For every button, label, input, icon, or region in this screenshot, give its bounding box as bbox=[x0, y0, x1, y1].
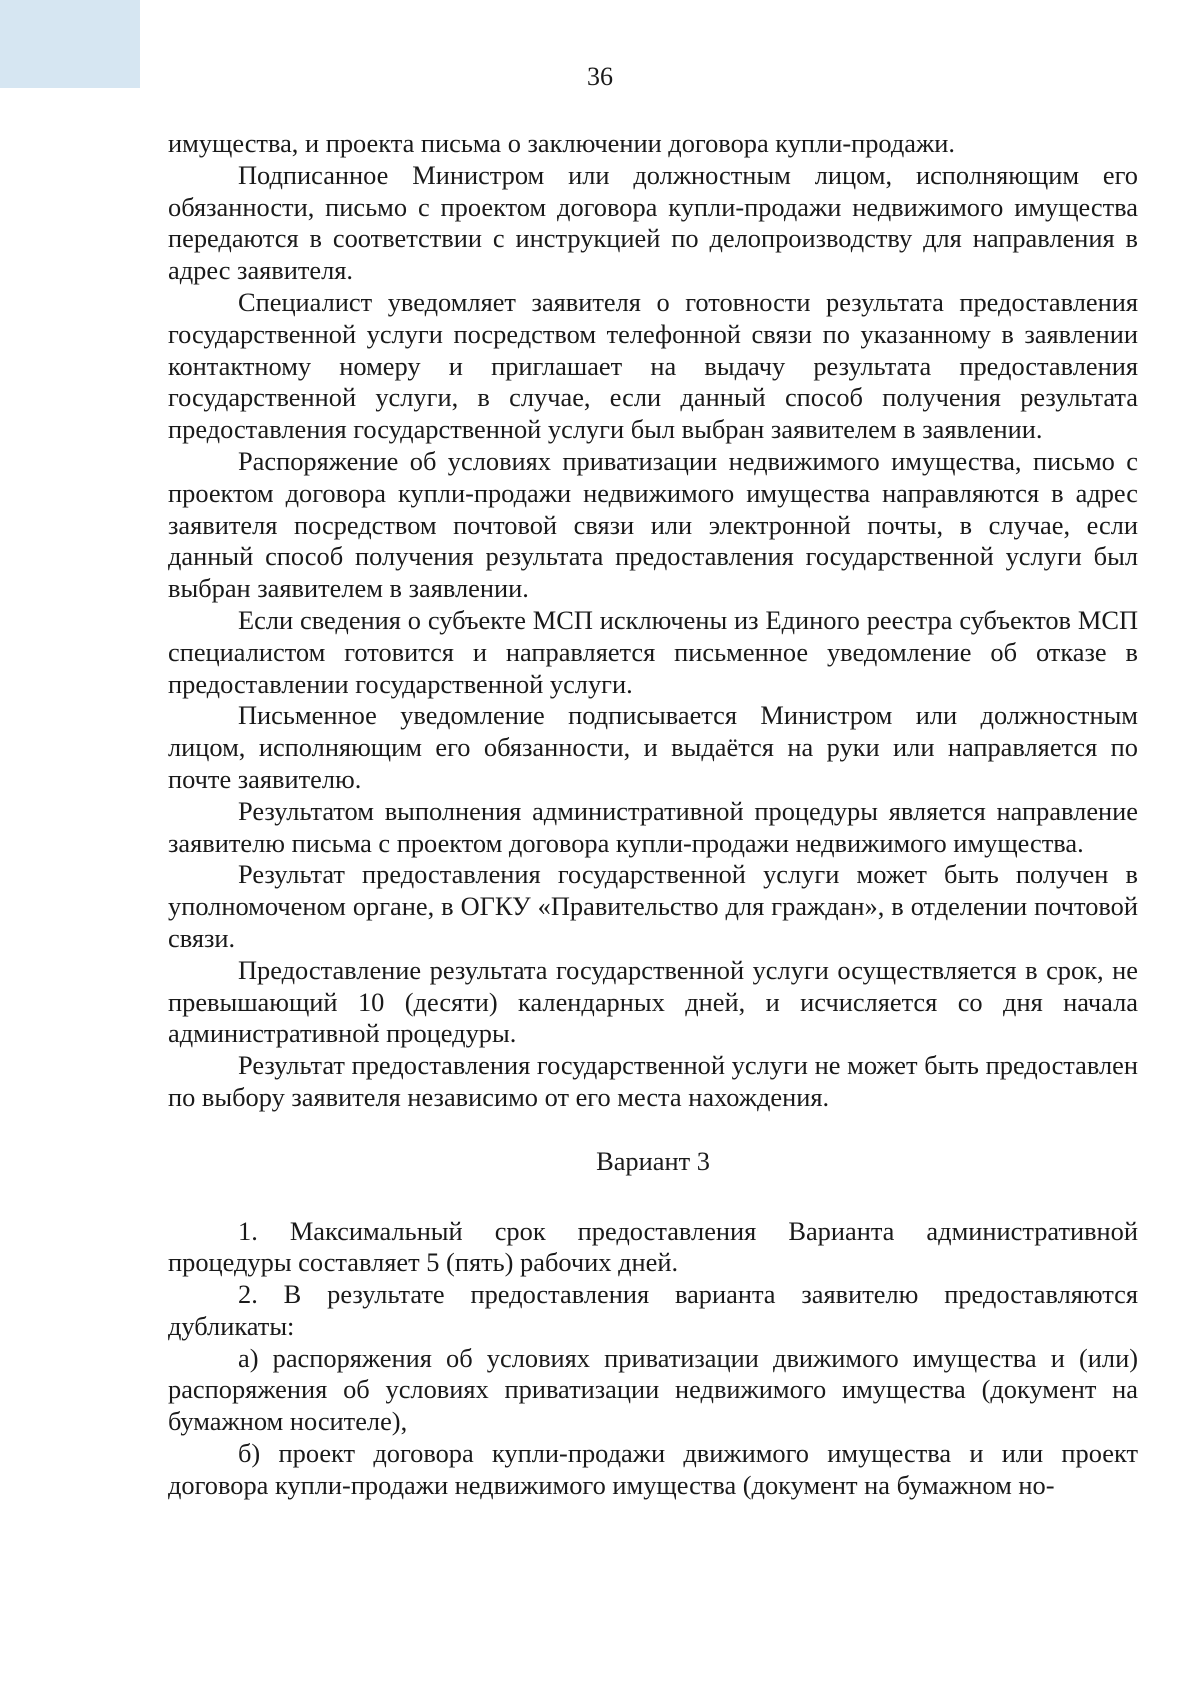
section-heading: Вариант 3 bbox=[596, 1145, 710, 1176]
paragraph: Специалист уведомляет заявителя о готовности результата предоставления государственной услуги посредством телефонной связи по указанному в заявлении контактному номеру и приглашает на выдачу результата предоставления государственной услуги, в случае, если данный способ получения результата предоставления государственной услуги был выбран заявителем в заявлении. bbox=[168, 286, 1138, 445]
paragraph: Предоставление результата государственной услуги осуществляется в срок, не превышающий 10 (десяти) календарных дней, и исчисляется со дня начала административной процедуры. bbox=[168, 954, 1138, 1049]
paragraph: 2. В результате предоставления варианта заявителю предоставляются дубликаты: bbox=[168, 1279, 1138, 1341]
paragraph: а) распоряжения об условиях приватизации движимого имущества и (или) распоряжения об условиях приватизации недвижимого имущества (документ на бумажном носителе), bbox=[168, 1342, 1138, 1437]
paragraph: 1. Максимальный срок предоставления Варианта административной процедуры составляет 5 (пять) рабочих дней. bbox=[168, 1215, 1138, 1278]
paragraph: Распоряжение об условиях приватизации недвижимого имущества, письмо с проектом договора купли-продажи недвижимого имущества направляются в адрес заявителя посредством почтовой связи или электронной почты, в случае, если данный способ получения результата предоставления государственной услуги был выбран заявителем в заявлении. bbox=[168, 445, 1138, 604]
paragraph: Подписанное Министром или должностным лицом, исполняющим его обязанности, письмо с проектом договора купли-продажи недвижимого имущества передаются в соответствии с инструкцией по делопроизводству для направления в адрес заявителя. bbox=[168, 159, 1138, 286]
paragraph: Результат предоставления государственной услуги не может быть предоставлен по выбору заявителя независимо от его места нахождения. bbox=[168, 1050, 1138, 1112]
page-number: 36 bbox=[587, 62, 613, 91]
paragraph: Результат предоставления государственной услуги может быть получен в уполномоченом органе, в ОГКУ «Правительство для граждан», в отделении почтовой связи. bbox=[168, 859, 1138, 953]
document-body bbox=[168, 128, 1138, 1502]
paragraph: Если сведения о субъекте МСП исключены из Единого реестра субъектов МСП специалистом готовится и направляется письменное уведомление об отказе в предоставлении государственной услуги. bbox=[168, 604, 1138, 699]
paragraph: Письменное уведомление подписывается Министром или должностным лицом, исполняющим его обязанности, и выдаётся на руки или направляется по почте заявителю. bbox=[168, 700, 1138, 794]
paragraph: Результатом выполнения административной процедуры является направление заявителю письма с проектом договора купли-продажи недвижимого имущества. bbox=[168, 795, 1138, 858]
paragraph: имущества, и проекта письма о заключении договора купли-продажи. bbox=[168, 128, 955, 158]
paragraph: б) проект договора купли-продажи движимого имущества и или проект договора купли-продажи недвижимого имущества (документ на бумажном но- bbox=[168, 1438, 1138, 1500]
